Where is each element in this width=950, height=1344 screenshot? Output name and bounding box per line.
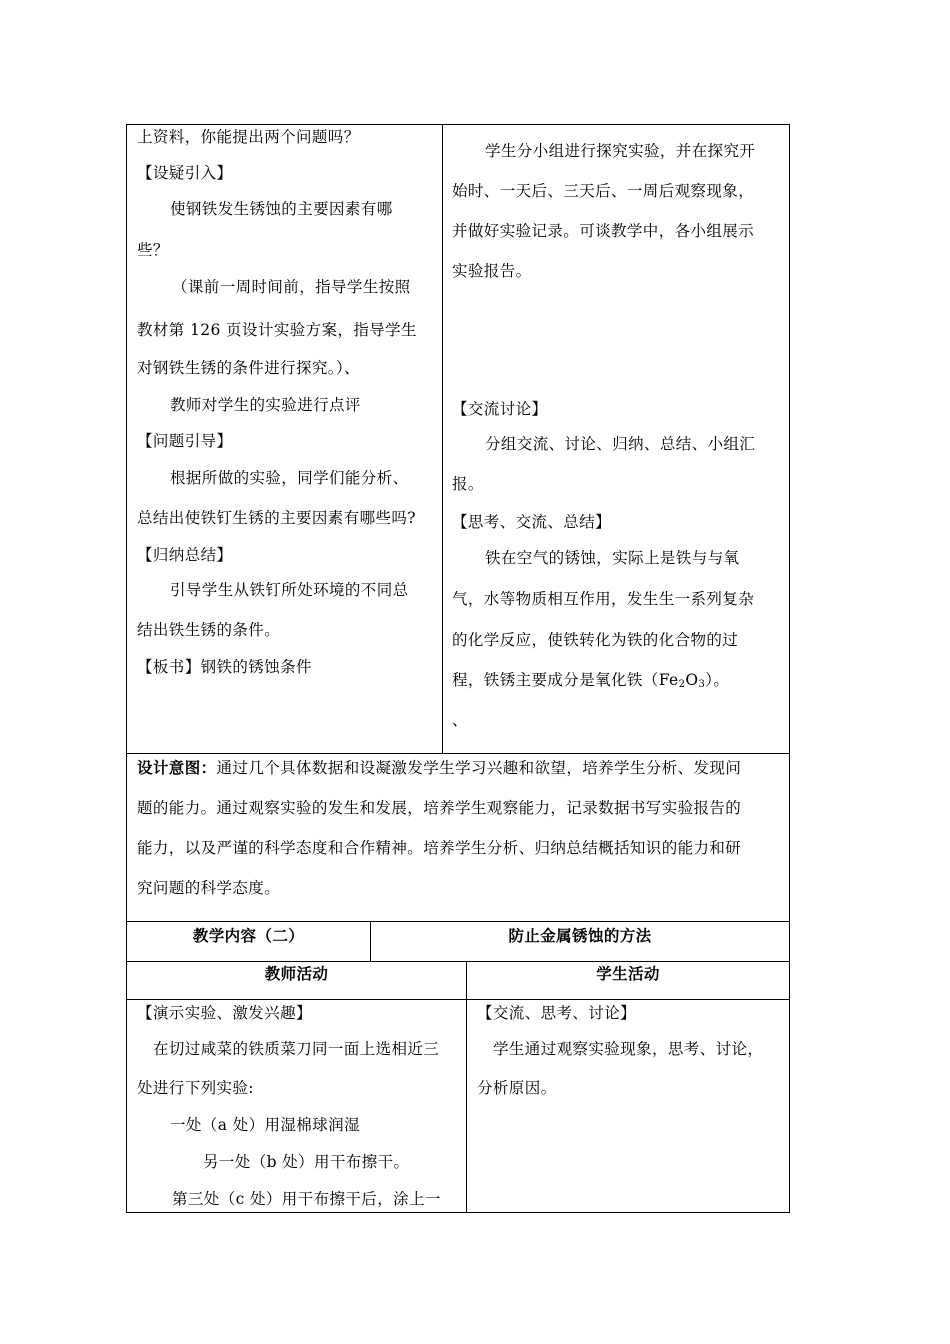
- heading-guina-zongjie: 【归纳总结】: [137, 546, 233, 564]
- teacher-demo-line4: 另一处（b 处）用干布擦干。: [203, 1153, 410, 1171]
- guina-text-line1: 引导学生从铁钉所处环境的不同总: [170, 581, 409, 599]
- teacher-activity-header: 教师活动: [264, 964, 329, 983]
- teacher-demo-line1: 在切过咸菜的铁质菜刀同一面上选相近三: [153, 1040, 440, 1058]
- prep-text-line2: 教材第 126 页设计实验方案，指导学生: [137, 321, 417, 339]
- design-intent-line1: [137, 758, 741, 778]
- design-intent-line4: 究问题的科学态度。: [137, 879, 281, 897]
- explore-text-line4: 实验报告。: [452, 262, 532, 280]
- explore-text-line2: 始时、一天后、三天后、一周后观察现象，: [452, 182, 755, 200]
- student-activity-header: 学生活动: [596, 964, 660, 983]
- student-discussion-line2: 分析原因。: [477, 1079, 557, 1097]
- content2-value: 防止金属锈蚀的方法: [508, 926, 652, 945]
- board-label: 【板书】: [137, 658, 201, 676]
- design-intent-text1: 通过几个具体数据和设凝激发学生学习兴趣和欲望，培养学生分析、发现问: [216, 759, 742, 777]
- formula-subscript-2: 2: [678, 679, 686, 690]
- explore-text-line3: 并做好实验记录。可谈教学中，各小组展示: [452, 222, 755, 240]
- design-intent-line2: 题的能力。通过观察实验的发生和发展，培养学生观察能力，记录数据书写实验报告的: [137, 799, 742, 817]
- sheyi-text-line1: 使钢铁发生锈蚀的主要因素有哪: [170, 200, 393, 218]
- teacher-comment-line: 教师对学生的实验进行点评: [170, 396, 361, 414]
- teacher-activity-body-cell: [126, 999, 467, 1213]
- design-intent-line3: 能力，以及严谨的科学态度和合作精神。培养学生分析、归纳总结概括知识的能力和研: [137, 839, 742, 857]
- heading-jiaoliu-taolun: 【交流讨论】: [452, 400, 548, 418]
- board-writing-line: [137, 657, 312, 677]
- left-intro-line: 上资料，你能提出两个问题吗？: [137, 128, 360, 146]
- sikao-line4-suffix: ）。: [705, 671, 730, 689]
- teacher-demo-heading: 【演示实验、激发兴趣】: [137, 1004, 312, 1022]
- student-discussion-line1: 学生通过观察实验现象，思考、讨论，: [493, 1040, 764, 1058]
- sikao-text-line1: 铁在空气的锈蚀，实际上是铁与与氧: [485, 549, 740, 567]
- teacher-demo-line3: 一处（a 处）用湿棉球润湿: [170, 1116, 360, 1134]
- sikao-text-line4: [452, 670, 729, 695]
- sikao-text-line2: 气，水等物质相互作用，发生生一系列复杂: [452, 590, 755, 608]
- teacher-demo-line2: 处进行下列实验:: [137, 1079, 254, 1097]
- board-text: 钢铁的锈蚀条件: [200, 658, 312, 676]
- content2-label: 教学内容（二）: [192, 926, 305, 945]
- sheyi-text-line2: 些？: [137, 241, 169, 259]
- design-intent-label: 设计意图：: [137, 758, 217, 777]
- sikao-text-line3: 的化学反应，使铁转化为铁的化合物的过: [452, 631, 739, 649]
- heading-sikao-jiaoliu-zongjie: 【思考、交流、总结】: [452, 513, 612, 531]
- formula-oxygen: O: [685, 671, 699, 689]
- trailing-punctuation-mark: 、: [452, 711, 468, 729]
- prep-text-line1: （课前一周时间前，指导学生按照: [172, 278, 411, 296]
- wenti-text-line1: 根据所做的实验，同学们能分析、: [170, 469, 409, 487]
- explore-text-line1: 学生分小组进行探究实验，并在探究开: [485, 142, 756, 160]
- sikao-line4-prefix: 程，铁锈主要成分是氧化铁（Fe: [452, 671, 679, 689]
- student-discussion-heading: 【交流、思考、讨论】: [477, 1004, 637, 1022]
- heading-wenti-yindao: 【问题引导】: [137, 432, 233, 450]
- student-activity-body-cell: [466, 999, 790, 1213]
- teacher-demo-line5: 第三处（c 处）用干布擦干后，涂上一: [172, 1190, 441, 1208]
- heading-sheyi-yinru: 【设疑引入】: [137, 164, 233, 182]
- wenti-text-line2: 总结出使铁钉生锈的主要因素有哪些吗?: [137, 509, 417, 527]
- guina-text-line2: 结出铁生锈的条件。: [137, 621, 281, 639]
- formula-subscript-3: 3: [698, 679, 706, 690]
- jiaoliu-text-line1: 分组交流、讨论、归纳、总结、小组汇: [485, 435, 756, 453]
- prep-text-line3: 对钢铁生锈的条件进行探究。）、: [137, 359, 361, 377]
- jiaoliu-text-line2: 报。: [452, 475, 484, 493]
